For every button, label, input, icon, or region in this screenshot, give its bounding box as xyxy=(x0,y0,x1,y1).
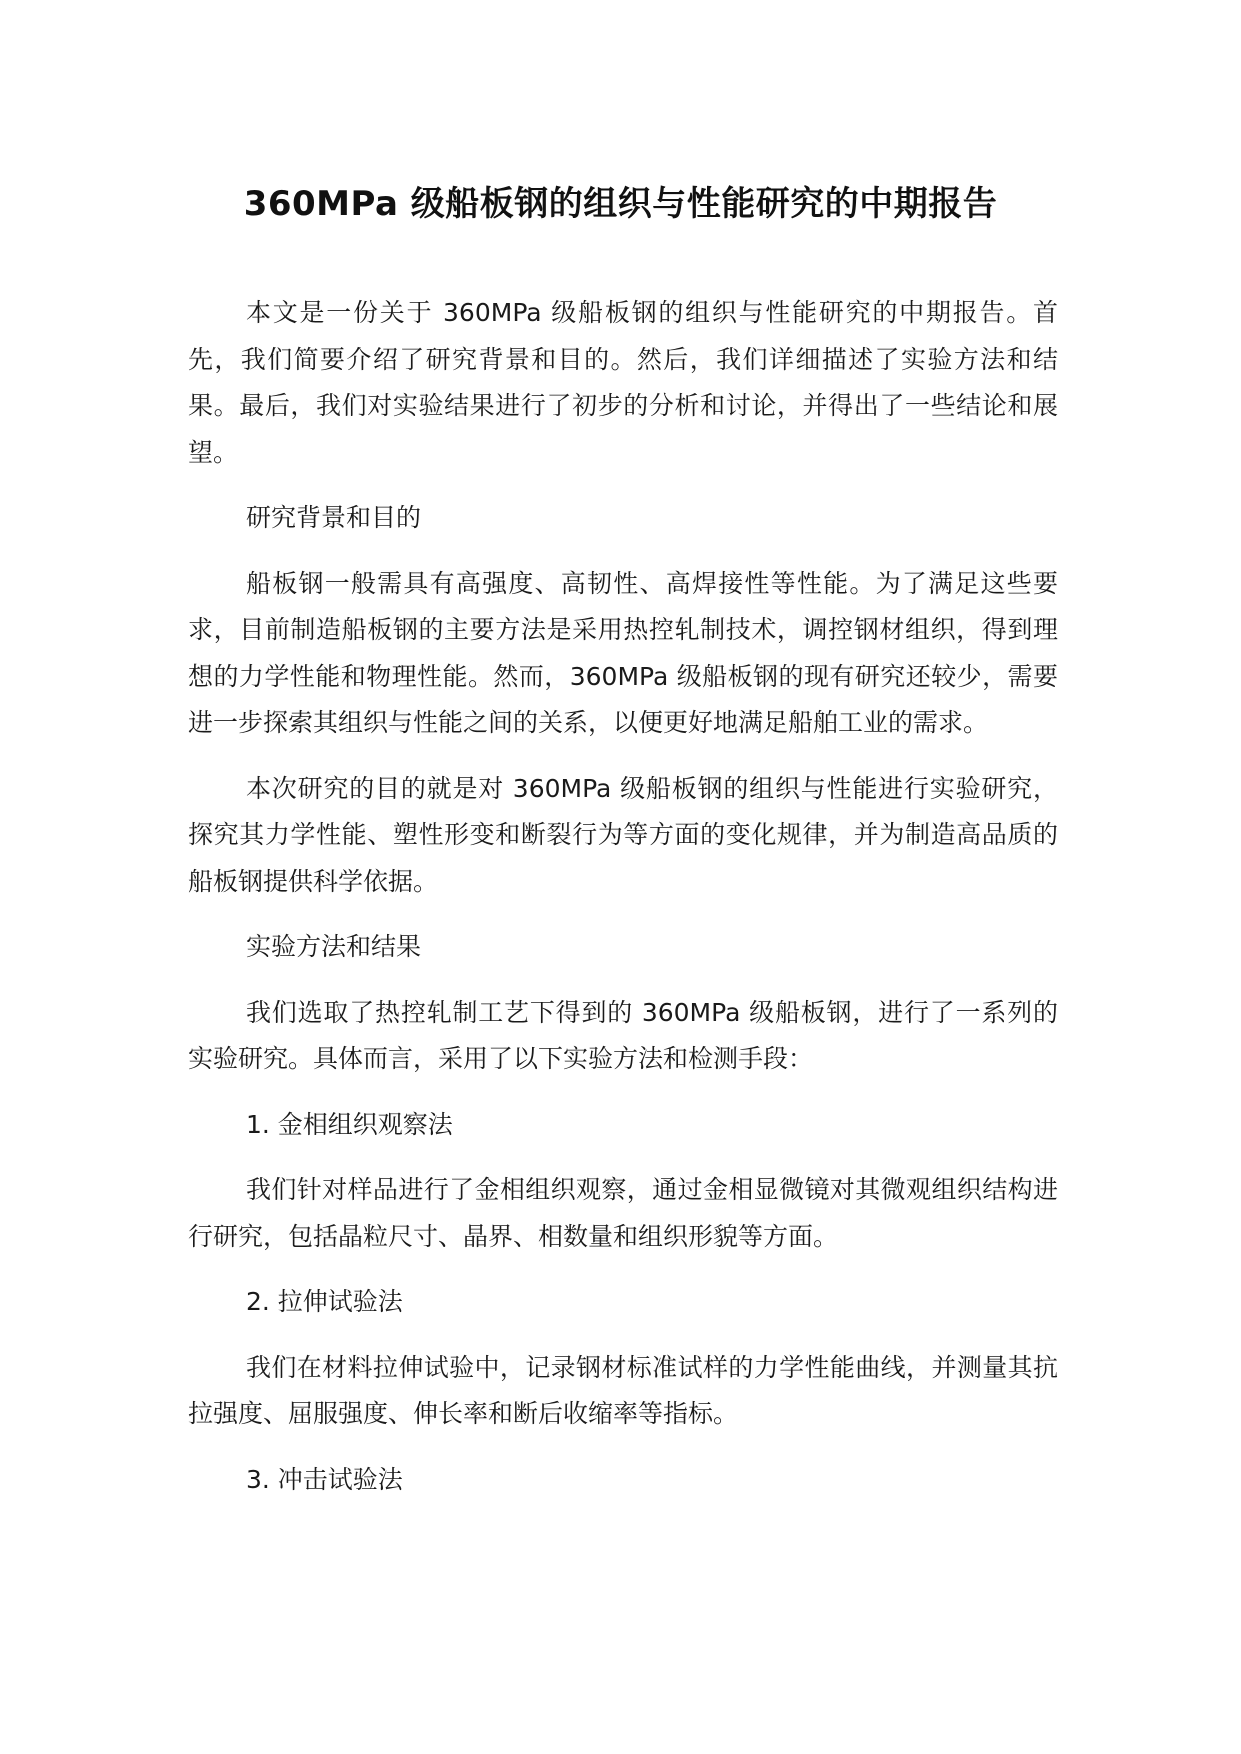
methods-intro-paragraph: 我们选取了热控轧制工艺下得到的 360MPa 级船板钢，进行了一系列的实验研究。具体而言，采用了以下实验方法和检测手段： xyxy=(188,997,1058,1073)
method-heading-impact: 3. 冲击试验法 xyxy=(246,1464,403,1494)
section-heading-methods: 实验方法和结果 xyxy=(246,932,422,961)
method-heading-tensile: 2. 拉伸试验法 xyxy=(246,1287,403,1316)
document-title: 360MPa 级船板钢的组织与性能研究的中期报告 xyxy=(243,184,998,224)
background-paragraph: 船板钢一般需具有高强度、高韧性、高焊接性等性能。为了满足这些要求，目前制造船板钢的主要方法是采用热控轧制技术，调控钢材组织，得到理想的力学性能和物理性能。然而，360MPa 级船板钢的现有研究还较少，需要进一步探索其组织与性能之间的关系，以便更好地满足船舶工业的需求。 xyxy=(188,568,1058,737)
intro-paragraph: 本文是一份关于 360MPa 级船板钢的组织与性能研究的中期报告。首先，我们简要介绍了研究背景和目的。然后，我们详细描述了实验方法和结果。最后，我们对实验结果进行了初步的分析和讨论，并得出了一些结论和展望。 xyxy=(188,298,1058,467)
section-heading-background: 研究背景和目的 xyxy=(246,503,422,532)
tensile-paragraph: 我们在材料拉伸试验中，记录钢材标准试样的力学性能曲线，并测量其抗拉强度、屈服强度、伸长率和断后收缩率等指标。 xyxy=(188,1352,1058,1428)
document-body xyxy=(188,290,1058,1522)
metallography-paragraph: 我们针对样品进行了金相组织观察，通过金相显微镜对其微观组织结构进行研究，包括晶粒尺寸、晶界、相数量和组织形貌等方面。 xyxy=(188,1175,1058,1251)
purpose-paragraph: 本次研究的目的就是对 360MPa 级船板钢的组织与性能进行实验研究，探究其力学性能、塑性形变和断裂行为等方面的变化规律，并为制造高品质的船板钢提供科学依据。 xyxy=(188,773,1058,896)
method-heading-metallography: 1. 金相组织观察法 xyxy=(246,1109,453,1139)
